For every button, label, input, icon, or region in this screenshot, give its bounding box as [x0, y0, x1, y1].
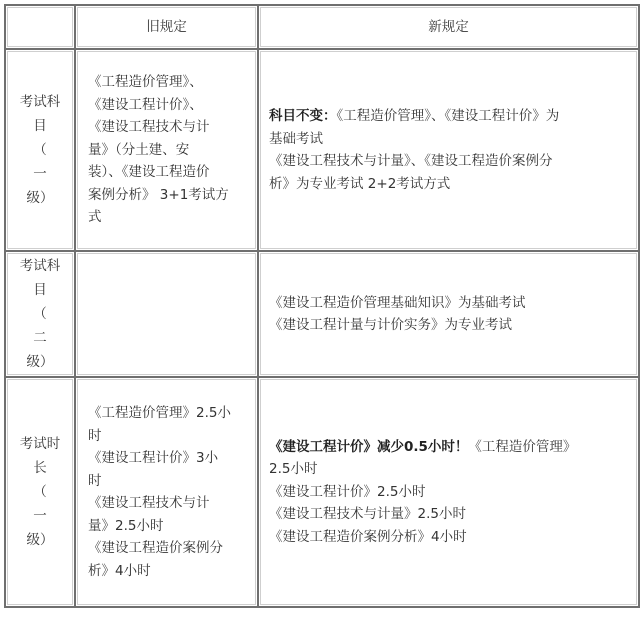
text-segment: 《工程造价管理》、《建设工程计价》为	[336, 108, 560, 124]
row-label-line: 目	[33, 282, 47, 298]
old-rule-cell	[75, 49, 258, 251]
text-line	[269, 105, 632, 128]
old-rule-cell-empty	[75, 251, 258, 377]
text-segment: 《工程造价管理》	[468, 438, 577, 455]
row-label-line: （	[33, 484, 47, 500]
row-label-line: （	[33, 142, 47, 158]
text-line: 《工程造价管理》、	[88, 74, 203, 91]
highlight-text: 《建设工程计价》减少0.5小时！	[269, 438, 469, 455]
row-label-line: 级）	[26, 190, 54, 206]
table-row	[5, 251, 639, 377]
row-label-line: 考试科	[19, 94, 61, 110]
row-label-line: 一	[33, 166, 47, 182]
row-label-line: 考试时	[19, 436, 61, 452]
header-new-rules: 新规定	[258, 5, 639, 49]
text-line: 《建设工程计价》3小	[88, 450, 219, 466]
comparison-table	[4, 4, 640, 608]
text-line: 时	[88, 472, 102, 489]
text-line: 析》4小时	[88, 562, 151, 579]
highlight-text: 科目不变：	[269, 108, 337, 124]
text-line: 《建设工程计量与计价实务》为专业考试	[269, 317, 512, 333]
row-label-line: 级）	[26, 532, 54, 548]
text-line: 《建设工程技术与计量》2.5小时	[269, 506, 466, 523]
text-line: 案例分析》 3+1考试方	[88, 186, 229, 203]
text-line: 《建设工程计价》、	[88, 96, 203, 113]
text-line: 量》（分土建、安	[88, 141, 190, 158]
text-line: 基础考试	[269, 130, 323, 147]
row-label	[5, 251, 75, 377]
text-line: 式	[88, 209, 102, 226]
text-line: 《建设工程造价案例分析》4小时	[269, 528, 467, 545]
row-label-line: 考试科	[19, 258, 61, 274]
text-line: 时	[88, 427, 102, 444]
text-line: 量》2.5小时	[88, 517, 164, 534]
text-line: 析》为专业考试 2+2考试方式	[269, 175, 451, 192]
text-line: 《建设工程技术与计量》、《建设工程造价案例分	[269, 153, 553, 169]
old-rule-cell	[75, 377, 258, 607]
text-line: 《建设工程造价案例分	[88, 540, 223, 556]
header-cell-empty	[5, 5, 75, 49]
row-label-line: （	[33, 306, 47, 322]
row-label-line: 级）	[26, 354, 54, 370]
row-label	[5, 377, 75, 607]
table-row	[5, 377, 639, 607]
text-line	[269, 436, 632, 459]
new-rule-cell	[258, 377, 639, 607]
text-line: 《建设工程技术与计	[88, 495, 210, 511]
text-line: 装）、《建设工程造价	[88, 164, 210, 181]
new-rule-cell	[258, 251, 639, 377]
header-old-rules: 旧规定	[75, 5, 258, 49]
text-line: 《建设工程造价管理基础知识》为基础考试	[269, 294, 526, 311]
text-line: 《建设工程技术与计	[88, 119, 210, 136]
header-row	[5, 5, 639, 49]
text-line: 2.5小时	[269, 461, 318, 478]
text-line: 《建设工程计价》2.5小时	[269, 483, 426, 500]
table-row	[5, 49, 639, 251]
row-label-line: 二	[33, 330, 47, 346]
row-label	[5, 49, 75, 251]
row-label-line: 一	[33, 508, 47, 524]
new-rule-cell	[258, 49, 639, 251]
text-line: 《工程造价管理》2.5小	[88, 405, 231, 421]
row-label-line: 长	[33, 460, 47, 476]
row-label-line: 目	[33, 118, 47, 134]
